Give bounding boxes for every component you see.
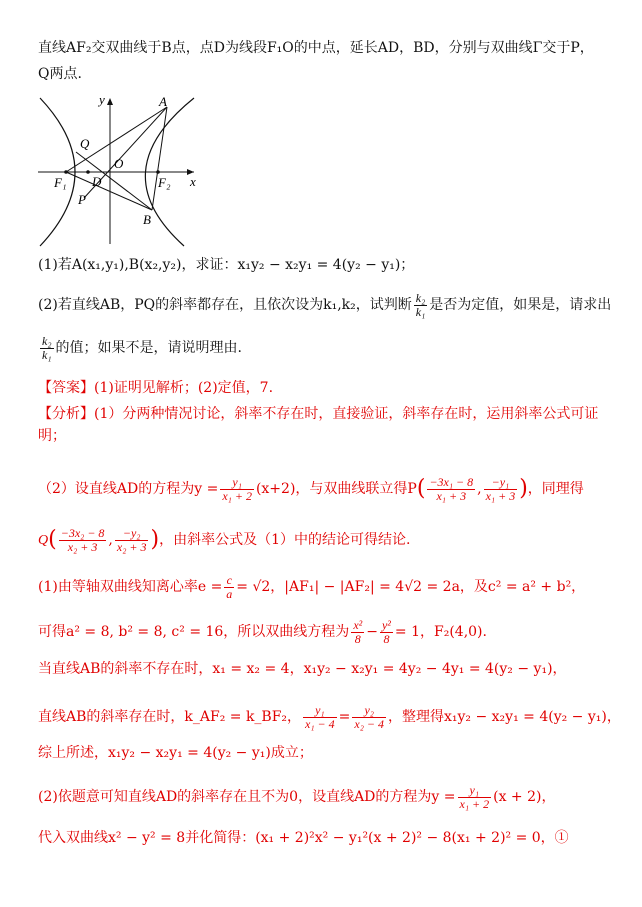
frac-y1-x1m4 — [303, 704, 337, 731]
frac-y2-8 — [380, 619, 393, 646]
point-F1 — [64, 170, 68, 174]
line-AB — [152, 107, 167, 210]
frac-den: 8 — [354, 631, 361, 646]
frac-num: x² — [353, 617, 363, 632]
frac-k2-k1 — [414, 292, 428, 319]
label-O: O — [114, 156, 124, 171]
point-D — [86, 170, 90, 174]
sol6-text-b: (x + 2)， — [493, 789, 556, 805]
Q-x-frac — [59, 527, 107, 554]
frac-num: y₁ — [458, 784, 492, 798]
analysis-2-Q-line: Q( $\frac{\text{−3x₂ − 8}}{\text{x₂ + 3}}$ , $\frac{\text{−y₂}}{\text{x₂ + 3}}$ )，由斜率公式及（1）中的结论可得结论. — [38, 525, 411, 554]
frac-den: x₂ − 4 — [354, 716, 384, 731]
analysis2-text-b: (x+2)，与双曲线联立得P — [255, 481, 417, 497]
solution-6-line — [38, 780, 622, 814]
frac-num: −y₁ — [484, 476, 518, 490]
paren-close: ) — [519, 476, 528, 501]
label-y: y — [99, 92, 105, 107]
frac-num: k₂ — [42, 333, 52, 348]
point-F2 — [156, 170, 160, 174]
Q-prefix: Q — [38, 533, 49, 548]
analysis2-text-d: ，由斜率公式及（1）中的结论可得结论. — [159, 532, 411, 548]
frac-den: x₂ + 3 — [116, 539, 147, 554]
sol4-eq: = — [338, 709, 351, 725]
intro-line-1: 直线AF₂交双曲线于B点，点D为线段F₁O的中点，延长AD，BD，分别与双曲线Γ交于P， — [38, 40, 594, 56]
label-F1: F₁ — [54, 175, 67, 190]
label-x: x — [190, 174, 196, 189]
solution-1-line — [38, 570, 622, 604]
frac-den: x₁ + 3 — [436, 488, 467, 503]
P-y-frac — [484, 476, 518, 503]
sol1-text-b: = √2，|AF₁| − |AF₂| = 4√2 = 2a，及c² = a² + b²， — [236, 579, 586, 595]
sol6-text-a: (2)依题意可知直线AD的斜率存在且不为0，设直线AD的方程为y = — [38, 789, 456, 805]
question-1: (1)若A(x₁,y₁),B(x₂,y₂)，求证：x₁y₂ − x₂y₁ = 4(y₂ − y₁)； — [38, 257, 415, 273]
y-axis-arrow-icon — [107, 98, 113, 105]
q2-text-3: 的值；如果不是，请说明理由. — [55, 340, 242, 356]
label-Q: Q — [80, 136, 90, 151]
answer-line: 【答案】(1)证明见解析；(2)定值，7. — [38, 380, 274, 396]
label-A: A — [159, 94, 167, 109]
question-2-line-2 — [38, 333, 622, 363]
frac-den: a — [226, 586, 233, 601]
solution-7-line: 代入双曲线x² − y² = 8并化简得：(x₁ + 2)²x² − y₁²(x + 2)² − 8(x₁ + 2)² = 0，① — [38, 830, 569, 846]
label-P: P — [78, 192, 86, 207]
frac-y1-x1p2 — [220, 476, 254, 503]
frac-k2-k1-2 — [40, 335, 54, 362]
analysis2-text-c: ，同理得 — [527, 481, 584, 497]
frac-den: x₂ + 3 — [67, 539, 98, 554]
frac-num: −y₂ — [115, 527, 149, 541]
frac-y2-x2m4 — [352, 704, 386, 731]
sol1-text-a: (1)由等轴双曲线知离心率e = — [38, 579, 223, 595]
frac-num: y₂ — [352, 704, 386, 718]
frac-den: k₁ — [42, 347, 52, 362]
analysis2-text-a: （2）设直线AD的方程为y = — [38, 481, 219, 497]
solution-2-line — [38, 615, 622, 649]
frac-num: c — [224, 574, 234, 588]
solution-3-line: 当直线AB的斜率不存在时，x₁ = x₂ = 4，x₁y₂ − x₂y₁ = 4y₂ − 4y₁ = 4(y₂ − y₁)， — [38, 661, 567, 677]
sol2-text-a: 可得a² = 8, b² = 8, c² = 16，所以双曲线方程为 — [38, 624, 350, 640]
paren-open: ( — [48, 527, 57, 552]
label-F2: F₂ — [158, 175, 171, 190]
q2-text-2: 是否为定值，如果是，请求出 — [429, 297, 612, 313]
sol4-text-b: ，整理得x₁y₂ − x₂y₁ = 4(y₂ − y₁)， — [388, 709, 621, 725]
q2-text-1: (2)若直线AB，PQ的斜率都存在，且依次设为k₁,k₂，试判断 — [38, 297, 412, 313]
frac-y1-x1p2-b — [458, 784, 492, 811]
frac-den: x₁ + 2 — [222, 488, 252, 503]
frac-num: −3x₂ − 8 — [60, 525, 105, 540]
frac-den: 8 — [383, 631, 390, 646]
frac-c-a — [224, 574, 234, 601]
Q-y-frac — [115, 527, 149, 554]
frac-den: x₁ + 2 — [459, 796, 490, 811]
solution-5-line: 综上所述，x₁y₂ − x₂y₁ = 4(y₂ − y₁)成立； — [38, 745, 313, 761]
frac-num: k₂ — [415, 290, 426, 305]
sol2-text-b: = 1，F₂(4,0). — [394, 624, 487, 640]
question-2-line-1 — [38, 290, 622, 320]
sol4-text-a: 直线AB的斜率存在时，k_AF₂ = k_BF₂， — [38, 709, 302, 725]
hyperbola-figure — [34, 92, 204, 252]
frac-num: y₁ — [220, 476, 254, 490]
analysis-line-1: 【分析】(1）分两种情况讨论，斜率不存在时，直接验证，斜率存在时，运用斜率公式可证 — [38, 406, 599, 422]
frac-x2-8 — [351, 619, 364, 646]
analysis-2-line: （2）设直线AD的方程为y = $\frac{\text{y₁}}{\text{x₁ + 2}}$ (x+2)，与双曲线联立得P( $\frac{\text{−3x₁ − 8}}{\text{x₁ + 3}}$ , $\frac{\text{−y₁}}{\text{x₁ + 3}}$ )，同理得 — [38, 474, 584, 503]
sol2-minus: − — [366, 624, 378, 640]
frac-den: x₁ − 4 — [305, 716, 335, 731]
frac-den: k₁ — [415, 304, 426, 319]
paren-close: ) — [150, 527, 160, 552]
solution-4-line — [38, 700, 622, 734]
intro-line-2: Q两点. — [38, 66, 82, 82]
frac-den: x₁ + 3 — [485, 488, 516, 503]
paren-open: ( — [416, 476, 426, 501]
label-D: D — [92, 174, 102, 189]
analysis-line-2: 明； — [38, 428, 66, 444]
label-B: B — [143, 212, 151, 227]
frac-num: y₁ — [303, 704, 337, 718]
P-x-frac — [427, 476, 475, 503]
frac-num: y² — [381, 617, 391, 632]
frac-num: −3x₁ − 8 — [429, 474, 474, 489]
